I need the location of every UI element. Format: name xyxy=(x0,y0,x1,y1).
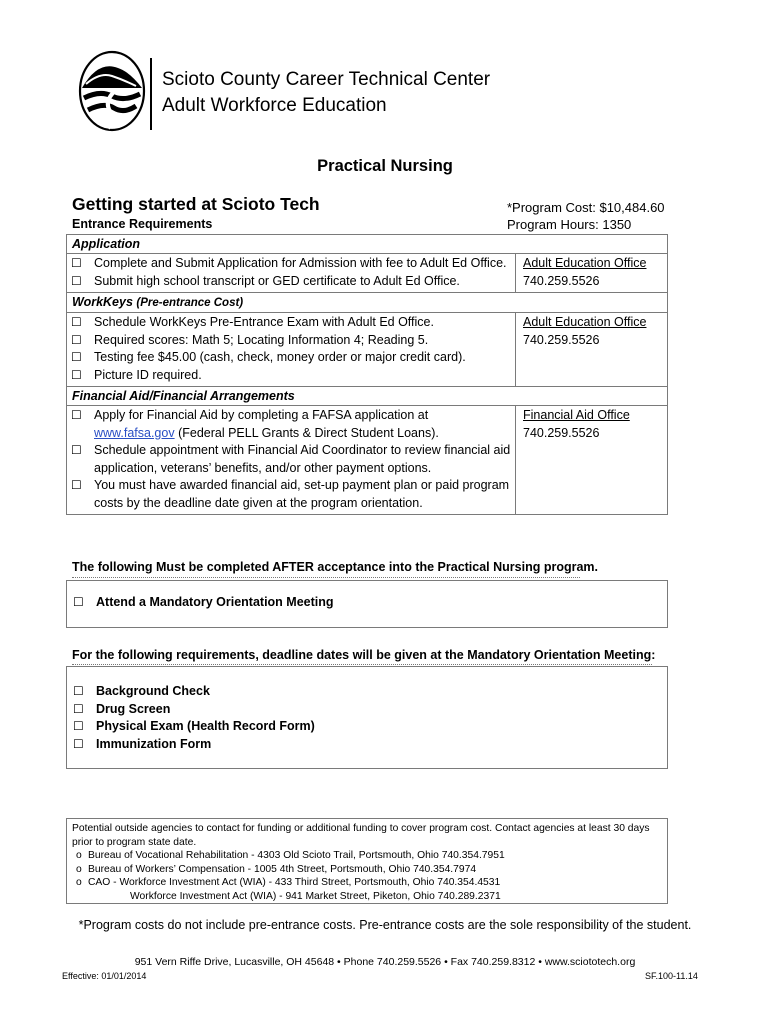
entrance-requirements-label: Entrance Requirements xyxy=(72,217,213,231)
contact-office: Adult Education Office xyxy=(523,256,647,270)
agencies-intro: Potential outside agencies to contact for funding or additional funding to cover program cost. Contact agencies at least 30 days prior to program state date. xyxy=(72,823,650,848)
contact-phone: 740.259.5526 xyxy=(523,273,600,288)
orientation-item-text: Attend a Mandatory Orientation Meeting xyxy=(96,595,334,609)
program-hours: Program Hours: 1350 xyxy=(507,217,632,232)
agency-text: Bureau of Workers’ Compensation - 1005 4th Street, Portsmouth, Ohio 740.354.7974 xyxy=(88,863,477,875)
agency-text: Bureau of Vocational Rehabilitation - 4303 Old Scioto Trail, Portsmouth, Ohio 740.354.7951 xyxy=(88,850,505,861)
bullet: o xyxy=(76,850,82,861)
checklist-item[interactable] xyxy=(71,442,511,477)
after-acceptance-heading: The following Must be completed AFTER acceptance into the Practical Nursing program. xyxy=(72,560,599,574)
bullet: o xyxy=(76,863,82,875)
form-number: SF.100-11.14 xyxy=(645,971,698,981)
checkbox-icon[interactable]: ☐ xyxy=(71,350,82,364)
checklist-item-text: Testing fee $45.00 (cash, check, money order or major credit card). xyxy=(94,350,466,364)
cost-note: *Program costs do not include pre-entrance costs. Pre-entrance costs are the sole responsibility of the student. xyxy=(78,918,692,932)
checkbox-icon[interactable]: ☐ xyxy=(73,719,84,733)
agency-item xyxy=(72,876,662,890)
orientation-requirements-heading: For the following requirements, deadline dates will be given at the Mandatory Orientation Meeting: xyxy=(72,648,656,662)
header-divider xyxy=(150,58,152,130)
heading-rule xyxy=(72,664,652,665)
fafsa-link[interactable]: www.fafsa.gov xyxy=(94,425,175,440)
checkbox-icon[interactable]: ☐ xyxy=(71,315,82,329)
agency-text: CAO - Workforce Investment Act (WIA) - 433 Third Street, Portsmouth, Ohio 740.354.4531 xyxy=(88,877,501,888)
checklist-item-text: Required scores: Math 5; Locating Information 4; Reading 5. xyxy=(94,332,429,347)
checkbox-icon[interactable]: ☐ xyxy=(71,478,82,492)
checklist-item[interactable] xyxy=(73,594,667,612)
checklist-item-text: You must have awarded financial aid, set-up payment plan or paid program costs by the deadline date given at the program orientation. xyxy=(94,478,510,510)
checklist-item[interactable] xyxy=(71,273,511,291)
contact-phone: 740.259.5526 xyxy=(523,425,600,440)
section-workkeys-name: WorkKeys xyxy=(72,295,133,309)
checklist-item[interactable] xyxy=(71,407,511,442)
school-logo-icon xyxy=(78,50,146,132)
contact-office: Adult Education Office xyxy=(523,315,647,329)
effective-date: Effective: 01/01/2014 xyxy=(62,971,147,981)
checkbox-icon[interactable]: ☐ xyxy=(73,684,84,698)
checkbox-icon[interactable]: ☐ xyxy=(71,367,82,382)
checklist-item-text: Complete and Submit Application for Admission with fee to Adult Ed Office. xyxy=(94,256,507,270)
checklist-item-text: Schedule appointment with Financial Aid Coordinator to review financial aid application, veterans’ benefits, and/or other payment options. xyxy=(94,443,511,475)
contact-phone: 740.259.5526 xyxy=(523,332,600,347)
checklist-item[interactable] xyxy=(71,332,511,350)
checklist-item[interactable] xyxy=(71,477,511,512)
bullet: o xyxy=(76,877,82,888)
org-name: Scioto County Career Technical Center xyxy=(162,69,491,90)
section-workkeys-subtitle: (Pre-entrance Cost) xyxy=(136,297,244,309)
fafsa-text-pre: Apply for Financial Aid by completing a FAFSA application at xyxy=(94,408,429,422)
program-title: Practical Nursing xyxy=(317,157,453,175)
requirement-text: Drug Screen xyxy=(96,701,171,716)
checklist-item[interactable] xyxy=(71,314,511,332)
checkbox-icon[interactable]: ☐ xyxy=(73,595,84,609)
agency-item xyxy=(72,863,662,877)
checklist-item-text: Submit high school transcript or GED certificate to Adult Ed Office. xyxy=(94,273,460,288)
getting-started-heading: Getting started at Scioto Tech xyxy=(72,194,320,214)
checklist-item-text: Schedule WorkKeys Pre-Entrance Exam with Adult Ed Office. xyxy=(94,315,434,329)
checkbox-icon[interactable]: ☐ xyxy=(73,736,84,751)
checklist-item[interactable] xyxy=(73,701,667,719)
requirement-text: Immunization Form xyxy=(96,736,212,751)
checkbox-icon[interactable]: ☐ xyxy=(71,332,82,347)
footer-address: 951 Vern Riffe Drive, Lucasville, OH 45648 • Phone 740.259.5526 • Fax 740.259.8312 • www.sciototech.org xyxy=(134,956,636,968)
orientation-requirements-panel xyxy=(66,666,668,769)
checklist-item[interactable] xyxy=(71,349,511,367)
checklist-item[interactable] xyxy=(73,718,667,736)
org-division: Adult Workforce Education xyxy=(162,95,387,116)
checkbox-icon[interactable]: ☐ xyxy=(71,408,82,422)
checklist-item[interactable] xyxy=(71,255,511,273)
requirement-text: Background Check xyxy=(96,684,210,698)
funding-agencies-box xyxy=(66,818,668,904)
agency-item xyxy=(72,849,662,863)
checklist-item[interactable] xyxy=(71,367,511,385)
requirement-text: Physical Exam (Health Record Form) xyxy=(96,719,315,733)
checklist-item[interactable] xyxy=(73,736,667,754)
section-financial-title: Financial Aid/Financial Arrangements xyxy=(67,387,668,406)
checkbox-icon[interactable]: ☐ xyxy=(73,701,84,716)
heading-rule xyxy=(72,577,580,578)
checkbox-icon[interactable]: ☐ xyxy=(71,443,82,457)
fafsa-text-post: (Federal PELL Grants & Direct Student Loans). xyxy=(174,425,439,440)
section-workkeys-title xyxy=(67,293,668,313)
section-application-title: Application xyxy=(67,235,668,254)
program-cost: *Program Cost: $10,484.60 xyxy=(507,200,665,215)
requirements-table xyxy=(66,234,668,515)
contact-office: Financial Aid Office xyxy=(523,408,630,422)
agency-text: Workforce Investment Act (WIA) - 941 Market Street, Piketon, Ohio 740.289.2371 xyxy=(130,890,501,902)
checklist-item-text: Picture ID required. xyxy=(94,367,202,382)
orientation-panel xyxy=(66,580,668,628)
checkbox-icon[interactable]: ☐ xyxy=(71,273,82,288)
checkbox-icon[interactable]: ☐ xyxy=(71,256,82,270)
checklist-item[interactable] xyxy=(73,683,667,701)
checklist-item-text xyxy=(94,407,511,442)
